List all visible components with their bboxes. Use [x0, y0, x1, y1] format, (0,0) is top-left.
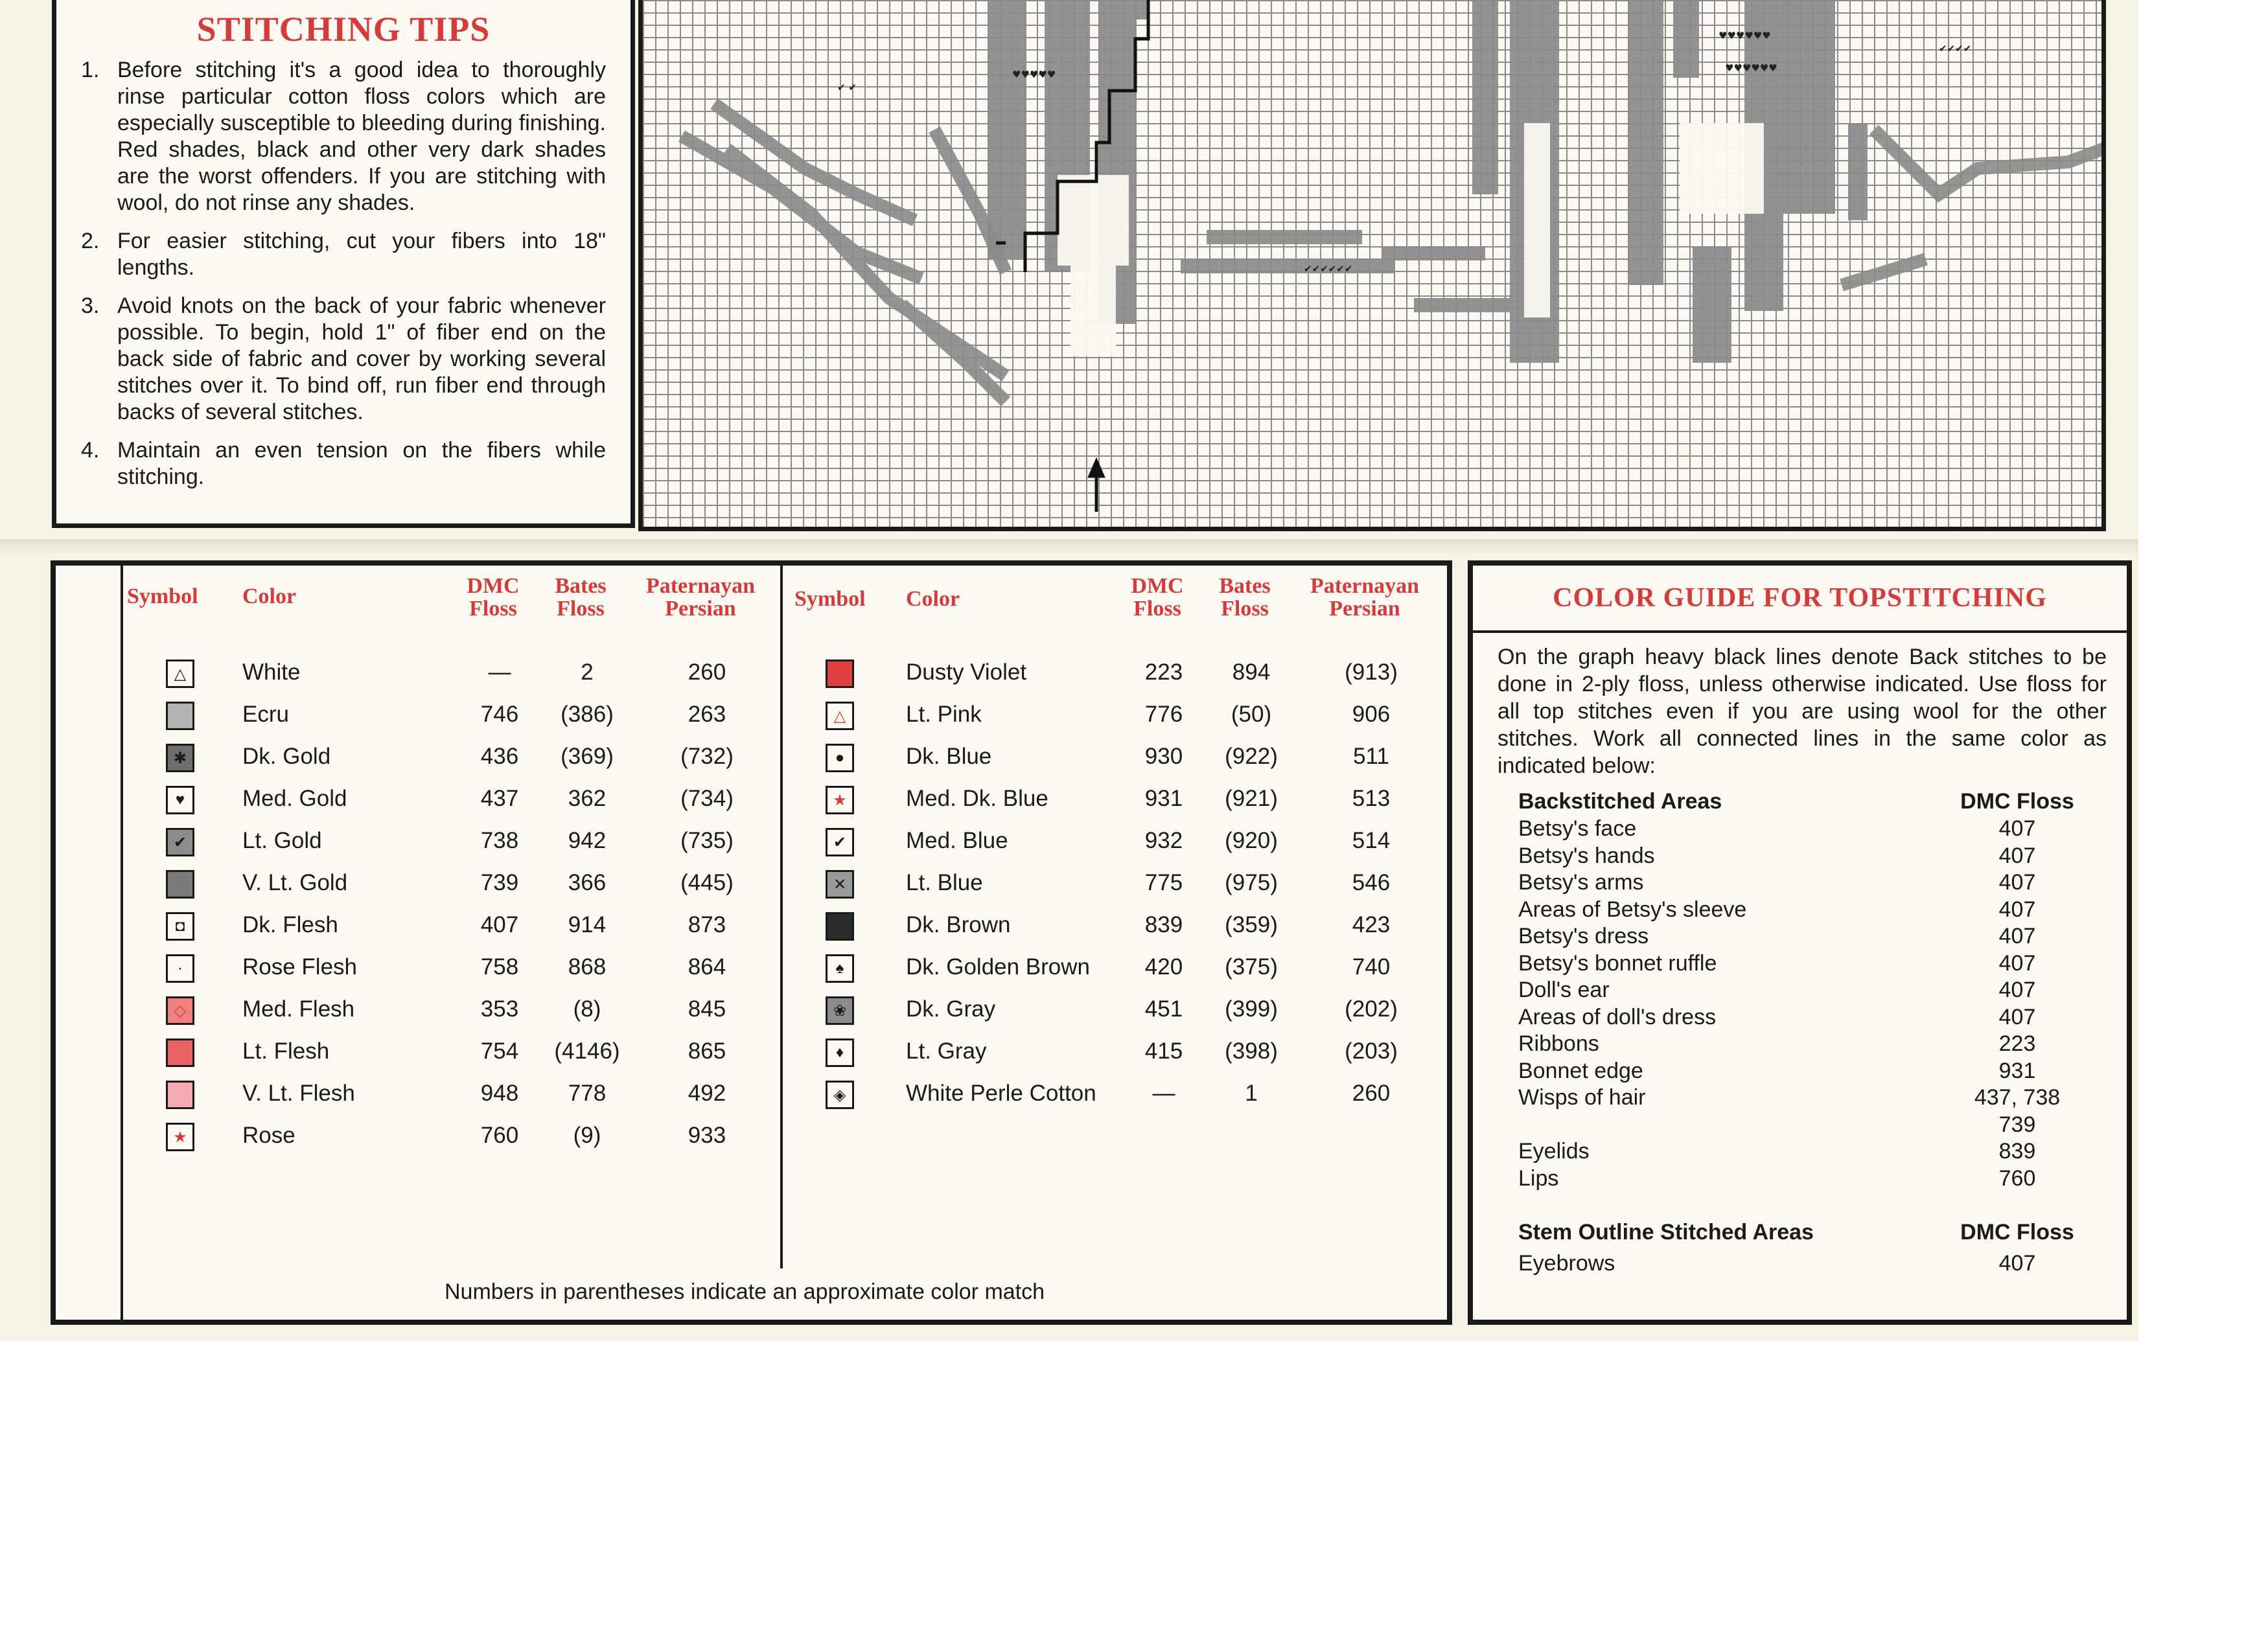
stitched-area: Wisps of hair [1518, 1085, 1646, 1110]
guide-row [1518, 1059, 2089, 1086]
dmc-floss-number: 775 [1144, 870, 1183, 895]
paternayan-number: (734) [680, 786, 734, 811]
paternayan-number: 546 [1352, 870, 1391, 895]
paternayan-number: 845 [688, 996, 726, 1022]
dmc-floss-number: 437 [480, 786, 519, 811]
bates-floss-number: (398) [1225, 1038, 1278, 1064]
dmc-floss-number: — [488, 660, 511, 685]
guide-row [1518, 1031, 2089, 1059]
color-name: Dk. Flesh [242, 912, 338, 937]
area-dmc-floss: 839 [1998, 1139, 2036, 1164]
guide-row [1518, 951, 2089, 978]
bates-floss-number: (399) [1225, 996, 1278, 1022]
svg-text:♥♥♥♥♥: ♥♥♥♥♥ [1012, 69, 1056, 80]
dmc-floss-number: 754 [480, 1038, 519, 1064]
backstitched-table [1518, 789, 2089, 1193]
stitched-area: Eyelids [1518, 1139, 1590, 1164]
bates-floss-number: (920) [1225, 828, 1278, 853]
dmc-floss-number: 415 [1144, 1038, 1183, 1064]
dmc-floss-number: 760 [480, 1123, 519, 1148]
color-name: White [242, 660, 301, 685]
guide-row [1518, 1166, 2089, 1193]
guide-row [1518, 1251, 2089, 1278]
tip-item: 3. Avoid knots on the back of your fabric whenever possible. To begin, hold 1" of fiber end on the back side of fabric and cover by working several stitches over it. To bind off, run fiber end through backs of several stitches. [81, 293, 606, 424]
bates-floss-number: (922) [1225, 744, 1278, 769]
floss-symbol-swatch: ♠ [826, 954, 854, 983]
bates-floss-number: (375) [1225, 954, 1278, 980]
floss-symbol-swatch: ✔ [826, 828, 854, 856]
svg-text:♥♥♥♥♥♥: ♥♥♥♥♥♥ [1718, 30, 1771, 41]
floss-symbol-swatch: ◘ [166, 912, 194, 941]
guide-row [1518, 1085, 2089, 1112]
legend-header-symbol-2: Symbol [794, 587, 866, 611]
backstitched-header: Backstitched Areas [1518, 789, 1722, 814]
color-name: Dk. Gray [906, 996, 996, 1022]
bates-floss-number: (975) [1225, 870, 1278, 895]
paternayan-number: 740 [1352, 954, 1391, 980]
stem-outline-table [1518, 1220, 2089, 1278]
bates-floss-number: (386) [561, 702, 614, 727]
floss-symbol-swatch: ♥ [166, 786, 194, 814]
area-dmc-floss: 407 [1998, 816, 2036, 841]
tip-item: 2. For easier stitching, cut your fibers into 18" lengths. [81, 229, 606, 280]
bates-floss-number: 2 [581, 660, 594, 685]
color-name: Med. Flesh [242, 996, 355, 1022]
bates-floss-number: 868 [568, 954, 607, 980]
stitched-area: Eyebrows [1518, 1251, 1615, 1276]
guide-row [1518, 924, 2089, 951]
bates-floss-number: 942 [568, 828, 607, 853]
color-name: Dk. Brown [906, 912, 1011, 937]
bates-floss-number: 362 [568, 786, 607, 811]
floss-symbol-swatch [826, 912, 854, 941]
approximate-match-note: Numbers in parentheses indicate an approximate color match [445, 1279, 1045, 1304]
paternayan-number: (203) [1345, 1038, 1398, 1064]
stitching-tips-title: STITCHING TIPS [196, 10, 491, 49]
paternayan-number: 492 [688, 1081, 726, 1106]
chart-pattern-artwork [643, 0, 2106, 531]
bates-floss-number: 914 [568, 912, 607, 937]
color-name: Lt. Flesh [242, 1038, 330, 1064]
paternayan-number: 906 [1352, 702, 1391, 727]
bates-floss-number: (369) [561, 744, 614, 769]
floss-symbol-swatch: ◇ [166, 996, 194, 1025]
color-guide-title: COLOR GUIDE FOR TOPSTITCHING [1473, 566, 2127, 633]
backstitched-rows [1518, 816, 2089, 1193]
area-dmc-floss: 223 [1998, 1031, 2036, 1056]
stitched-area: Lips [1518, 1165, 1559, 1191]
area-dmc-floss: 437, 738 [1974, 1085, 2061, 1110]
bates-floss-number: (50) [1231, 702, 1272, 727]
legend-header-dmc-2: DMC Floss [1131, 574, 1184, 621]
area-dmc-floss: 407 [1998, 924, 2036, 948]
dmc-floss-number: 738 [480, 828, 519, 853]
dmc-floss-number: 436 [480, 744, 519, 769]
color-guide-intro: On the graph heavy black lines denote Back stitches to be done in 2-ply floss, unless otherwise indicated. Use floss for all top stitches even if you are using wool for the other stitches. Work all connected lines in the same color as indicated below: [1498, 645, 2107, 778]
stitched-area: Betsy's bonnet ruffle [1518, 950, 1717, 976]
svg-text:✔✔✔✔: ✔✔✔✔ [1939, 43, 1972, 54]
stitched-area: Betsy's dress [1518, 924, 1649, 948]
legend-row [56, 1116, 726, 1155]
stem-dmc-header: DMC Floss [1960, 1220, 2074, 1245]
color-name: V. Lt. Gold [242, 870, 348, 895]
paternayan-number: 263 [688, 702, 726, 727]
stitched-area: Betsy's arms [1518, 870, 1644, 895]
svg-text:✔ ✔: ✔ ✔ [837, 82, 857, 93]
dmc-floss-number: 223 [1144, 660, 1183, 685]
paternayan-number: 514 [1352, 828, 1391, 853]
color-name: Dk. Golden Brown [906, 954, 1091, 980]
dmc-floss-number: 739 [480, 870, 519, 895]
legend-header-color-2: Color [906, 587, 960, 611]
bates-floss-number: (359) [1225, 912, 1278, 937]
legend-header-bates: Bates Floss [555, 574, 607, 621]
paternayan-number: 423 [1352, 912, 1391, 937]
floss-symbol-swatch: ✕ [826, 870, 854, 899]
dmc-floss-number: 746 [480, 702, 519, 727]
paternayan-number: 873 [688, 912, 726, 937]
color-name: Lt. Pink [906, 702, 982, 727]
stitched-area: Bonnet edge [1518, 1058, 1643, 1083]
stitched-area: Areas of doll's dress [1518, 1004, 1717, 1029]
guide-row [1518, 843, 2089, 871]
tip-item: 1. Before stitching it's a good idea to thoroughly rinse particular cotton floss colors which are especially susceptible to bleeding during finishing. Red shades, black and other very dark shades are the worst offenders. If you are stitching with wool, do not rinse any shades. [81, 58, 606, 215]
color-name: Ecru [242, 702, 289, 727]
area-dmc-floss: 407 [1998, 1251, 2036, 1276]
paternayan-number: (732) [680, 744, 734, 769]
dmc-floss-number: 407 [480, 912, 519, 937]
area-dmc-floss: 407 [1998, 950, 2036, 976]
floss-symbol-swatch: ★ [826, 786, 854, 814]
legend-header-dmc: DMC Floss [467, 574, 520, 621]
floss-color-legend [51, 560, 1452, 1325]
floss-symbol-swatch: △ [826, 702, 854, 730]
floss-symbol-swatch: ★ [166, 1123, 194, 1151]
guide-row [1518, 978, 2089, 1005]
guide-row [1518, 816, 2089, 843]
floss-symbol-swatch: · [166, 954, 194, 983]
floss-symbol-swatch: △ [166, 660, 194, 688]
color-name: Lt. Gray [906, 1038, 987, 1064]
bates-floss-number: 1 [1245, 1081, 1258, 1106]
paternayan-number: 260 [1352, 1081, 1391, 1106]
color-name: Dk. Gold [242, 744, 331, 769]
color-name: Med. Blue [906, 828, 1008, 853]
bates-floss-number: (9) [573, 1123, 601, 1148]
floss-symbol-swatch: ✱ [166, 744, 194, 772]
color-name: Lt. Gold [242, 828, 322, 853]
bates-floss-number: (8) [573, 996, 601, 1022]
bates-floss-number: 894 [1232, 660, 1271, 685]
dmc-floss-number: 931 [1144, 786, 1183, 811]
area-dmc-floss: 760 [1998, 1165, 2036, 1191]
legend-header-paternayan: Paternayan Persian [645, 574, 756, 621]
color-name: Lt. Blue [906, 870, 983, 895]
color-name: Rose [242, 1123, 295, 1148]
area-dmc-floss: 407 [1998, 870, 2036, 895]
color-guide-panel [1468, 560, 2132, 1325]
floss-symbol-swatch: ✔ [166, 828, 194, 856]
dmc-floss-number: 948 [480, 1081, 519, 1106]
stitched-area: Betsy's face [1518, 816, 1637, 841]
area-dmc-floss: 407 [1998, 843, 2036, 868]
paternayan-number: 260 [688, 660, 726, 685]
bates-floss-number: (4146) [554, 1038, 620, 1064]
guide-row [1518, 897, 2089, 924]
svg-text:♥♥♥♥♥♥: ♥♥♥♥♥♥ [1725, 62, 1777, 74]
stitched-area: Ribbons [1518, 1031, 1599, 1056]
color-name: Dk. Blue [906, 744, 992, 769]
area-dmc-floss: 407 [1998, 897, 2036, 922]
dmc-floss-number: 839 [1144, 912, 1183, 937]
tip-item: 4. Maintain an even tension on the fibers while stitching. [81, 438, 606, 489]
floss-symbol-swatch: ❀ [826, 996, 854, 1025]
guide-row [1518, 870, 2089, 897]
bates-floss-number: 366 [568, 870, 607, 895]
legend-header-paternayan-2: Paternayan Persian [1310, 574, 1420, 621]
floss-symbol-swatch: ♦ [826, 1038, 854, 1067]
dmc-floss-number: 932 [1144, 828, 1183, 853]
floss-symbol-swatch: ● [826, 744, 854, 772]
dmc-floss-number: 451 [1144, 996, 1183, 1022]
color-name: Med. Dk. Blue [906, 786, 1048, 811]
color-name: White Perle Cotton [906, 1081, 1096, 1106]
guide-row [1518, 1005, 2089, 1032]
legend-divider [780, 566, 783, 1268]
bates-floss-number: (921) [1225, 786, 1278, 811]
paternayan-number: 865 [688, 1038, 726, 1064]
area-dmc-floss: 739 [1998, 1112, 2036, 1137]
cross-stitch-chart [638, 0, 2106, 531]
area-dmc-floss: 407 [1998, 978, 2036, 1002]
color-name: Rose Flesh [242, 954, 358, 980]
paternayan-number: (913) [1345, 660, 1398, 685]
page-fold [0, 539, 2138, 556]
paternayan-number: 864 [688, 954, 726, 980]
paternayan-number: (202) [1345, 996, 1398, 1022]
bates-floss-number: 778 [568, 1081, 607, 1106]
color-name: Dusty Violet [906, 660, 1027, 685]
svg-text:✔✔✔✔✔✔: ✔✔✔✔✔✔ [1304, 263, 1353, 275]
area-dmc-floss: 931 [1998, 1058, 2036, 1083]
stitched-area: Doll's ear [1518, 978, 1610, 1002]
stem-outline-rows [1518, 1251, 2089, 1278]
stem-outline-header: Stem Outline Stitched Areas [1518, 1220, 1814, 1245]
floss-symbol-swatch: ◈ [826, 1081, 854, 1109]
dmc-floss-number: 930 [1144, 744, 1183, 769]
dmc-floss-number: 776 [1144, 702, 1183, 727]
legend-header-symbol: Symbol [127, 584, 198, 608]
stitching-tips-panel [52, 0, 635, 528]
color-name: V. Lt. Flesh [242, 1081, 355, 1106]
color-name: Med. Gold [242, 786, 347, 811]
paternayan-number: 511 [1353, 744, 1389, 769]
paternayan-number: 933 [688, 1123, 726, 1148]
dmc-floss-number: 420 [1144, 954, 1183, 980]
dmc-floss-number: 758 [480, 954, 519, 980]
legend-header-bates-2: Bates Floss [1219, 574, 1271, 621]
area-dmc-floss: 407 [1998, 1004, 2036, 1029]
dmc-floss-number: 353 [480, 996, 519, 1022]
paternayan-number: 513 [1352, 786, 1391, 811]
stitched-area: Areas of Betsy's sleeve [1518, 897, 1747, 922]
paternayan-number: (445) [680, 870, 734, 895]
paternayan-number: (735) [680, 828, 734, 853]
floss-symbol-swatch [826, 660, 854, 688]
legend-header-color: Color [242, 584, 297, 608]
guide-row [1518, 1139, 2089, 1166]
dmc-floss-number: — [1152, 1081, 1175, 1106]
backstitched-dmc-header: DMC Floss [1960, 789, 2074, 814]
guide-row [1518, 1112, 2089, 1140]
stitched-area: Betsy's hands [1518, 843, 1655, 868]
stitching-tips-list [56, 57, 631, 490]
